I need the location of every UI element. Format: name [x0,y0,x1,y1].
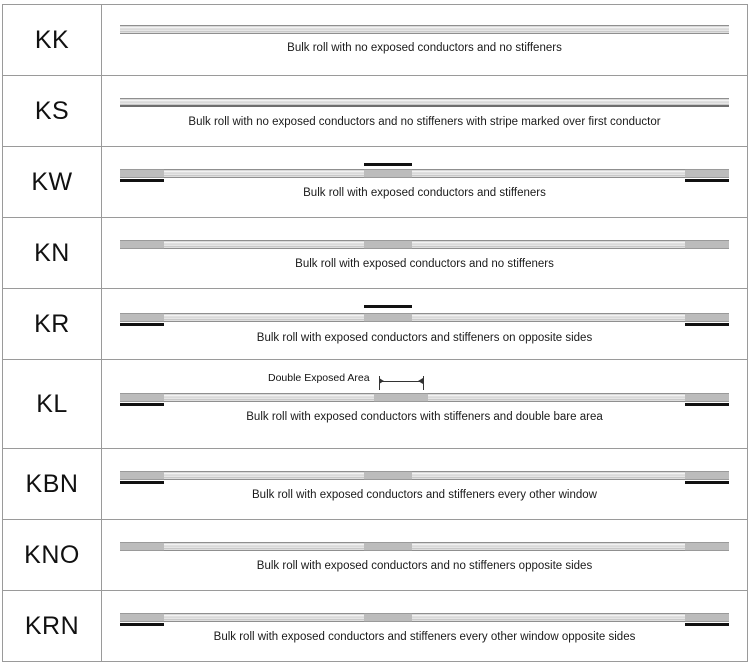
figure-kk [102,5,747,75]
stiffener-left [120,179,164,182]
figure-caption: Bulk roll with exposed conductors and stiffeners every other window [252,489,597,501]
figure-kbn [102,449,747,519]
figure-cell-kn [102,218,748,289]
figure-caption: Bulk roll with exposed conductors and stiffeners every other window opposite sides [213,631,636,643]
stiffener-left [120,623,164,626]
dimension-tick-right [423,376,424,390]
cable-body [120,471,729,480]
exposed-window-left [120,393,164,402]
code-label-kn: KN [3,218,102,289]
code-label-kr: KR [3,289,102,360]
figure-kw [102,147,747,217]
stiffener-right [685,481,729,484]
figure-ks [102,76,747,146]
table-row [3,5,748,76]
exposed-window-left [120,471,164,480]
figure-caption: Bulk roll with exposed conductors with stiffeners and double bare area [246,411,603,423]
cable-body [120,613,729,622]
code-label-kw: KW [3,147,102,218]
stiffener-center [364,163,412,166]
exposed-window-right [685,613,729,622]
figure-kr [102,289,747,359]
figure-kno [102,520,747,590]
exposed-window-left [120,542,164,551]
cable-body [120,542,729,551]
exposed-window-left [120,613,164,622]
table-row [3,520,748,591]
figure-cell-kr [102,289,748,360]
table-row [3,449,748,520]
table-row [3,218,748,289]
stiffener-right [685,403,729,406]
figure-cell-kl [102,360,748,449]
code-label-krn: KRN [3,591,102,662]
figure-kn [102,218,747,288]
code-label-kno: KNO [3,520,102,591]
stiffener-right [685,323,729,326]
code-label-kbn: KBN [3,449,102,520]
stiffener-right [685,179,729,182]
stiffener-left [120,323,164,326]
code-label-ks: KS [3,76,102,147]
figure-cell-ks [102,76,748,147]
figure-cell-krn [102,591,748,662]
stiffener-left [120,403,164,406]
exposed-window-center [364,542,412,551]
figure-caption: Bulk roll with exposed conductors and stiffeners [303,187,546,199]
exposed-window-left [120,240,164,249]
figure-caption: Bulk roll with no exposed conductors and no stiffeners [287,42,562,54]
figure-cell-kno [102,520,748,591]
exposed-window-center [364,240,412,249]
figure-caption: Bulk roll with exposed conductors and no stiffeners opposite sides [256,560,593,572]
figure-krn [102,591,747,661]
table-row [3,147,748,218]
dimension-tick-left [379,376,380,390]
exposed-window-left [120,169,164,178]
exposed-window-left [120,313,164,322]
dimension-line [379,381,423,382]
exposed-window-right [685,240,729,249]
table-row [3,591,748,662]
exposed-window-double [374,393,428,402]
stiffener-center-opposite [364,305,412,308]
figure-cell-kk [102,5,748,76]
figure-caption: Bulk roll with no exposed conductors and no stiffeners with stripe marked over first conductor [188,116,661,128]
figure-caption: Bulk roll with exposed conductors and no stiffeners [295,258,554,270]
double-exposed-area-label: Double Exposed Area [268,372,370,384]
exposed-window-right [685,542,729,551]
code-label-kk: KK [3,5,102,76]
stripe-marking [120,105,729,107]
figure-cell-kbn [102,449,748,520]
cable-body [120,25,729,34]
figure-caption: Bulk roll with exposed conductors and stiffeners on opposite sides [256,332,593,344]
exposed-window-center [364,313,412,322]
exposed-window-center [364,169,412,178]
figure-kl [102,360,747,448]
stiffener-left [120,481,164,484]
exposed-window-right [685,169,729,178]
exposed-window-center [364,471,412,480]
code-table [2,4,748,662]
table-row [3,360,748,449]
table-row [3,76,748,147]
cable-body [120,169,729,178]
stiffener-right [685,623,729,626]
exposed-window-right [685,393,729,402]
figure-cell-kw [102,147,748,218]
code-table-sheet [0,4,750,643]
exposed-window-right [685,471,729,480]
code-label-kl: KL [3,360,102,449]
cable-body [120,313,729,322]
table-row [3,289,748,360]
cable-body [120,240,729,249]
exposed-window-center [364,613,412,622]
exposed-window-right [685,313,729,322]
